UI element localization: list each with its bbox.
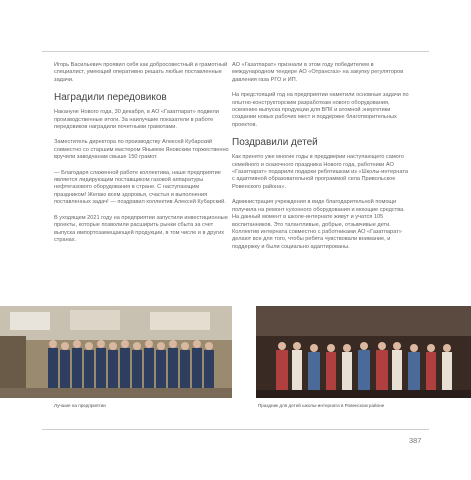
photo-strip	[0, 306, 471, 398]
paragraph: Накануне Нового года, 30 декабря, в АО «Газатпарат» подвели производственные итоги. За наилучшие показатели в работе передовиков наградили почетными грамотами.	[54, 109, 219, 131]
section-heading-children: Поздравили детей	[232, 137, 318, 149]
paragraph: Как принято уже многие годы в преддверии наступающего самого семейного и сказочного праздника Нового года, работники АО «Газатпарат» подарили подарки ребятишкам из «Школы-интерната с адаптивной образовательной программой села Привольское Ровенского района».	[232, 154, 408, 190]
page-number: 387	[409, 436, 422, 445]
left-column	[54, 62, 232, 252]
paragraph: В уходящем 2021 году на предприятии запустили инвестиционные проекты, которые позволили расширить рынки сбыта за счет выпуска импортозамещающей продукции, в том числе и в других странах.	[54, 214, 228, 243]
photo-caption-right: Праздник для детей школы-интерната в Ровенском районе	[258, 403, 385, 408]
right-column	[232, 62, 410, 259]
top-rule	[42, 51, 429, 52]
bottom-rule	[42, 429, 429, 430]
paragraph: Администрация учреждения в виде благодарительной помощи получила на ремонт кухонного оборудования и моющие средства. На данный момент в школе-интернате живут и учатся 105 воспитанников. Это талантливые, добрые, отзывчивые дети. Коллектив интерната совместно с работниками АО «Газатпарат» делают все для того, чтобы ребята чувствовали внимание, и поддержку и были социально адаптированы.	[232, 199, 405, 250]
intro-paragraph: АО «Газатпарат» признали в этом году победителем в международном тендере АО «Отрансгаз» на закупку регуляторов давления газа РГО и ИП.	[232, 62, 404, 83]
section-heading-awards: Наградили передовиков	[54, 92, 167, 104]
paragraph: Заместитель директора по производству Алексей Кубарский совместно со старшим мастером Янымом Яновским торжественно вручили заводчанам свыше 150 грамот.	[54, 139, 229, 161]
paragraph: На предстоящий год на предприятии наметили основные задачи по опытно-конструкторским разработкам нового оборудования, освоению выпуска продукции для ВПК и атомной энергетики создании новых рабочих мест и поддержке благотворительных проектов.	[232, 92, 409, 128]
photo-children-party	[256, 306, 471, 398]
photo-workers-group	[0, 306, 232, 398]
photo-caption-left: Лучшие на предприятии	[54, 403, 106, 408]
paragraph: — Благодаря слаженной работе коллектива, наше предприятие является лидирующим поставщиком газовой аппаратуры нефтегазового оборудования в стране. С наступающим праздником! Желаю всем здоровья, счастья и выполнения поставленных задач! — поздравил коллектив Алексей Кубарский.	[54, 169, 226, 206]
intro-paragraph: Игорь Васильевич проявил себя как добросовестный и грамотный специалист, умеющий оперативно решать любые поставленные задачи.	[54, 62, 228, 83]
